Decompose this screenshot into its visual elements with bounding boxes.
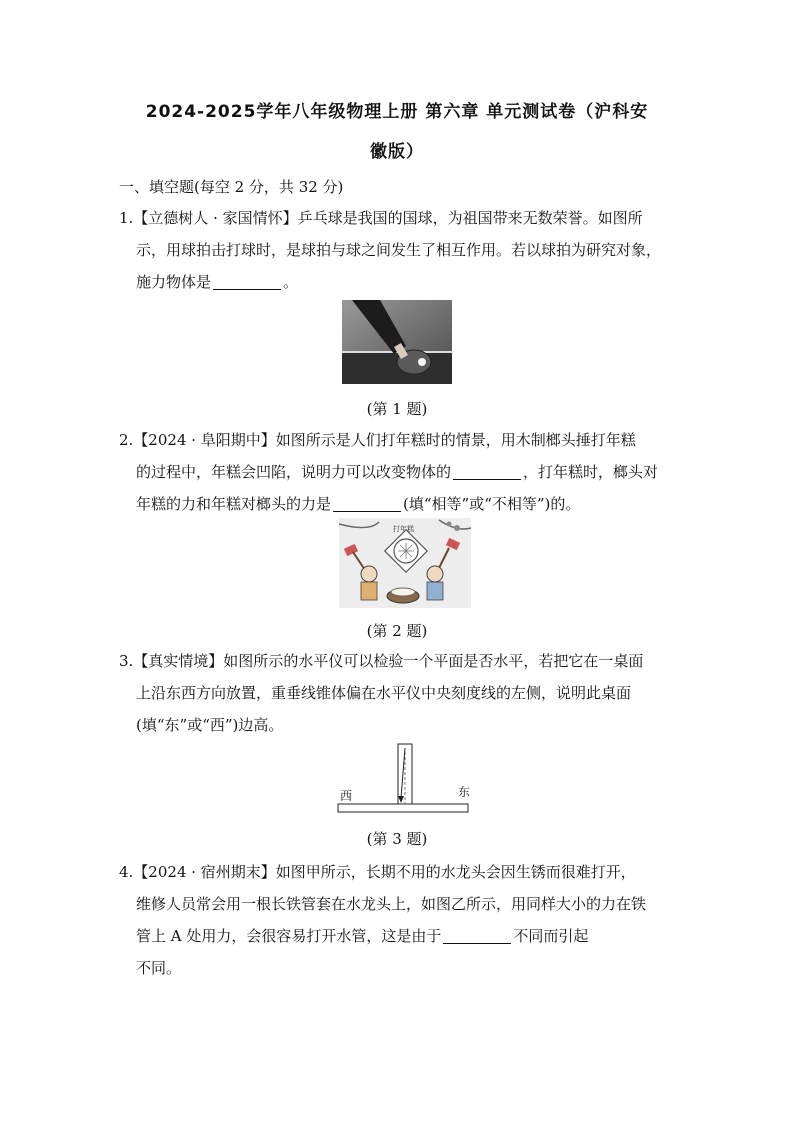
rice-cake-sign: 打年糕 (393, 525, 414, 533)
q2-text-c: 年糕的力和年糕对榔头的力是 (136, 495, 332, 513)
q2-line1: 2.【2024 · 阜阳期中】如图所示是人们打年糕时的情景，用木制榔头捶打年糕 (119, 431, 636, 449)
question-4 (119, 856, 679, 984)
q1-line3 (119, 266, 679, 298)
q2-line3 (119, 488, 679, 520)
q1-line2: 示，用球拍击打球时，是球拍与球之间发生了相互作用。若以球拍为研究对象， (136, 241, 662, 259)
exam-title-line1: 2024-2025学年八年级物理上册 第六章 单元测试卷（沪科安 (145, 102, 649, 122)
level-instrument-diagram (330, 740, 480, 820)
making-rice-cake-illustration (339, 518, 471, 608)
q1-line1: 1.【立德树人 · 家国情怀】乒乓球是我国的国球，为祖国带来无数荣誉。如图所 (119, 209, 643, 227)
q2-text-d: (填“相等”或“不相等”)的。 (403, 495, 581, 513)
east-label: 东 (458, 785, 471, 799)
q1-text-a: 施力物体是 (136, 273, 212, 291)
figure-2-caption: (第 2 题) (366, 622, 428, 640)
q4-line2: 维修人员常会用一根长铁管套在水龙头上，如图乙所示，用同样大小的力在铁 (136, 895, 647, 913)
q2-answer-blank-1[interactable] (453, 461, 521, 480)
q3-line1: 3.【真实情境】如图所示的水平仪可以检验一个平面是否水平，若把它在一桌面 (119, 652, 644, 670)
figure-3-caption: (第 3 题) (366, 830, 428, 848)
q4-line3 (119, 920, 679, 952)
question-2 (119, 424, 679, 520)
q4-answer-blank[interactable] (443, 925, 511, 944)
exam-title-line2: 徽版） (370, 142, 424, 162)
q4-line4: 不同。 (136, 959, 182, 977)
q2-text-b: ，打年糕时，榔头对 (523, 463, 659, 481)
q4-text-b: 不同而引起 (513, 927, 589, 945)
question-3 (119, 645, 679, 741)
q1-text-b: 。 (283, 273, 299, 291)
q3-line3: (填“东”或“西”)边高。 (136, 716, 284, 734)
q1-answer-blank[interactable] (213, 271, 281, 290)
question-1 (119, 202, 679, 298)
table-tennis-photo (342, 300, 452, 384)
q2-line2 (119, 456, 679, 488)
west-label: 西 (340, 789, 353, 803)
q3-line2: 上沿东西方向放置，重垂线锥体偏在水平仪中央刻度线的左侧，说明此桌面 (136, 684, 632, 702)
q2-text-a: 的过程中，年糕会凹陷，说明力可以改变物体的 (136, 463, 452, 481)
figure-1-caption: (第 1 题) (366, 400, 428, 418)
q2-answer-blank-2[interactable] (333, 493, 401, 512)
q4-line1: 4.【2024 · 宿州期末】如图甲所示，长期不用的水龙头会因生锈而很难打开， (119, 863, 636, 881)
q4-text-a: 管上 A 处用力，会很容易打开水管，这是由于 (136, 927, 442, 945)
section-heading: 一、填空题(每空 2 分，共 32 分) (119, 178, 344, 196)
